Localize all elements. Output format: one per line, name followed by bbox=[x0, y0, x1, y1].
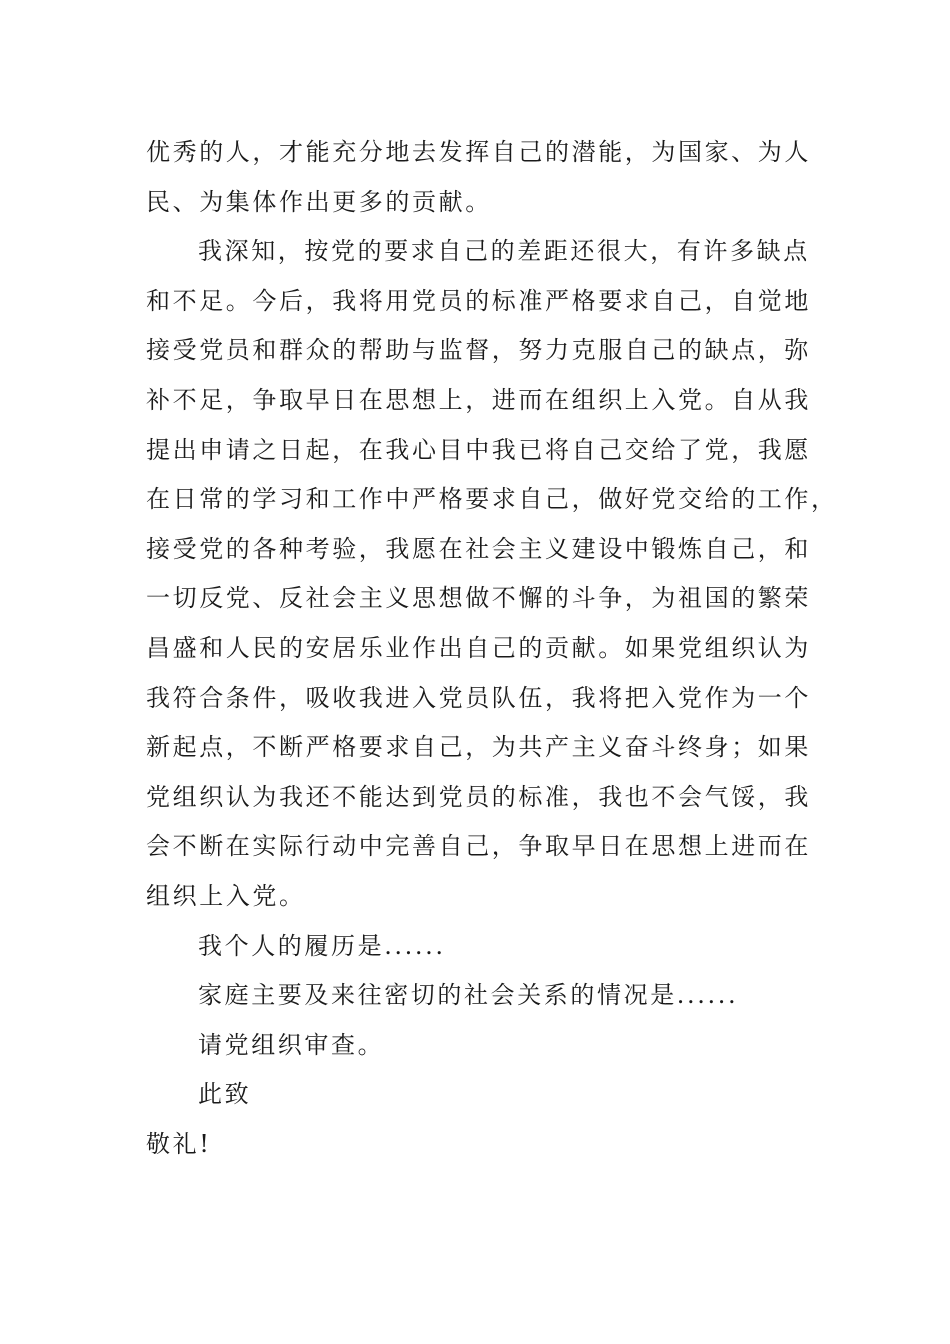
letter-body bbox=[146, 128, 838, 1169]
text-line-16: 组织上入党。 bbox=[146, 881, 306, 910]
resume-line: 我个人的履历是...... bbox=[198, 931, 446, 960]
text-line-15: 会不断在实际行动中完善自己，争取早日在思想上进而在 bbox=[146, 832, 811, 861]
text-line-3: 我深知，按党的要求自己的差距还很大，有许多缺点 bbox=[198, 237, 810, 266]
text-line-14: 党组织认为我还不能达到党员的标准，我也不会气馁，我 bbox=[146, 782, 811, 811]
text-line-11: 昌盛和人民的安居乐业作出自己的贡献。如果党组织认为 bbox=[146, 633, 811, 662]
salutation-jingli: 敬礼! bbox=[146, 1129, 212, 1158]
text-line-7: 提出申请之日起，在我心目中我已将自己交给了党，我愿 bbox=[146, 435, 811, 464]
text-line-1: 优秀的人，才能充分地去发挥自己的潜能，为国家、为人 bbox=[146, 138, 811, 166]
text-line-13: 新起点，不断严格要求自己，为共产主义奋斗终身；如果 bbox=[146, 733, 811, 762]
text-line-6: 补不足，争取早日在思想上，进而在组织上入党。自从我 bbox=[146, 385, 811, 414]
text-line-5: 接受党员和群众的帮助与监督，努力克服自己的缺点，弥 bbox=[146, 336, 811, 365]
text-line-2: 民、为集体作出更多的贡献。 bbox=[146, 187, 492, 216]
review-request-line: 请党组织审查。 bbox=[198, 1030, 385, 1059]
text-line-12: 我符合条件，吸收我进入党员队伍，我将把入党作为一个 bbox=[146, 683, 811, 712]
text-line-10: 一切反党、反社会主义思想做不懈的斗争，为祖国的繁荣 bbox=[146, 584, 811, 613]
text-line-8: 在日常的学习和工作中严格要求自己，做好党交给的工作， bbox=[146, 485, 838, 514]
text-line-9: 接受党的各种考验，我愿在社会主义建设中锻炼自己，和 bbox=[146, 534, 811, 563]
family-relations-line: 家庭主要及来往密切的社会关系的情况是...... bbox=[198, 981, 739, 1010]
salutation-cizhi: 此致 bbox=[198, 1080, 252, 1109]
text-line-4: 和不足。今后，我将用党员的标准严格要求自己，自觉地 bbox=[146, 286, 811, 315]
